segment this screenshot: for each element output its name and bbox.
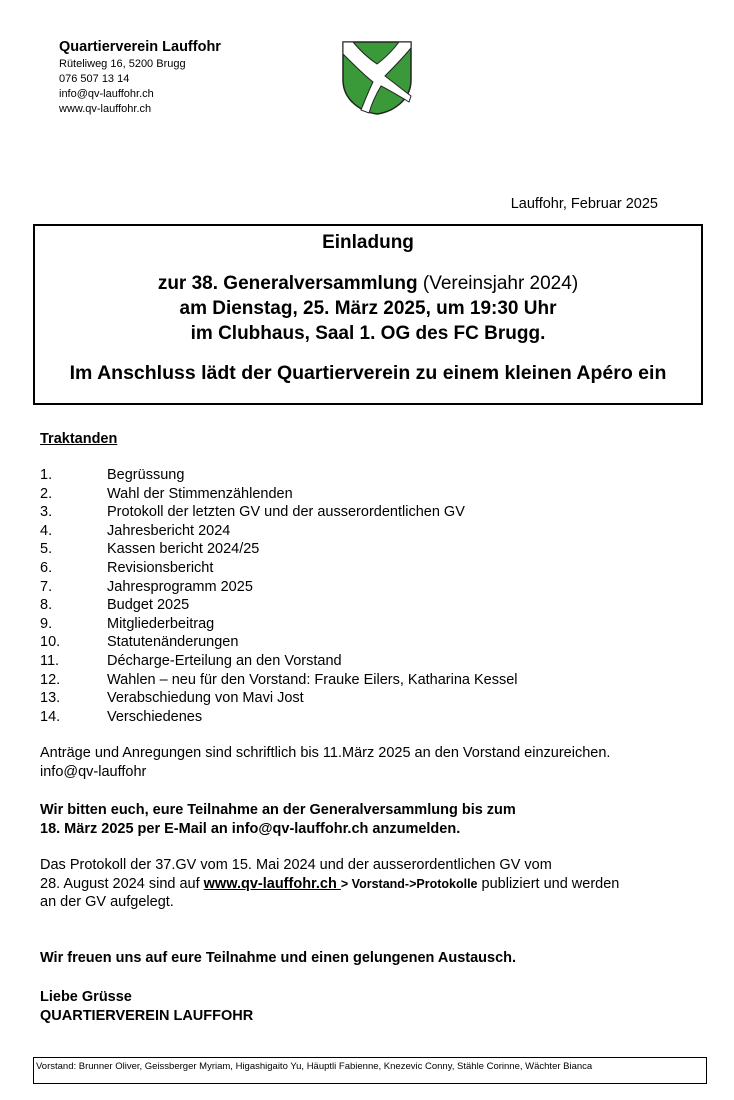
invitation-details [35,271,701,346]
invitation-line-1 [35,271,701,296]
protokoll-line-2-start: 28. August 2024 sind auf [40,875,204,892]
agenda-item [40,522,518,541]
agenda-item-number: 3. [40,504,53,521]
coat-of-arms-logo [341,40,413,116]
antraege-paragraph [40,744,710,781]
invitation-box [33,224,703,405]
protokoll-path: > Vorstand->Protokolle [340,876,478,891]
agenda-item-number: 10. [40,634,61,651]
board-members-footer: Vorstand: Brunner Oliver, Geissberger Myriam, Higashigaito Yu, Häuptli Fabienne, Knezevic Conny, Stähle Corinne, Wächter Bianca [33,1057,707,1084]
agenda-item-text: Verschiedenes [107,708,203,725]
agenda-item-number: 5. [40,541,53,558]
sender-phone: 076 507 13 14 [59,73,130,85]
protokoll-line-3: an der GV aufgelegt. [40,894,174,910]
agenda-item-number: 11. [40,652,60,669]
agenda-item [40,708,518,727]
agenda-item-text: Jahresbericht 2024 [107,522,231,539]
agenda-item-number: 14. [40,708,61,725]
invitation-line-1-normal: (Vereinsjahr 2024) [422,273,579,294]
agenda-item [40,559,518,578]
date-line: Lauffohr, Februar 2025 [510,196,658,212]
agenda-item-text: Statutenänderungen [107,634,239,651]
protokoll-paragraph [40,856,710,912]
agenda-item [40,596,518,615]
agenda-item [40,578,518,597]
invitation-line-2: am Dienstag, 25. März 2025, um 19:30 Uhr [179,298,557,319]
invitation-apero: Im Anschluss lädt der Quartierverein zu einem kleinen Apéro ein [69,362,667,384]
antraege-line-2: info@qv-lauffohr [40,763,147,780]
agenda-item-number: 13. [40,690,61,707]
invitation-line-1-bold: zur 38. Generalversammlung [157,273,418,294]
agenda-item-text: Wahl der Stimmenzählenden [107,485,293,502]
protokoll-line-1: Das Protokoll der 37.GV vom 15. Mai 2024 und der ausserordentlichen GV vom [40,857,552,873]
agenda-item-text: Protokoll der letzten GV und der ausserordentlichen GV [107,504,465,521]
agenda-item [40,633,518,652]
protokoll-line-2-end: publiziert und werden [477,875,620,892]
sender-address: Rüteliweg 16, 5200 Brugg [59,58,186,70]
agenda-item-text: Wahlen – neu für den Vorstand: Frauke Eilers, Katharina Kessel [107,671,518,688]
agenda-item [40,466,518,485]
agenda-item-text: Verabschiedung von Mavi Jost [107,690,304,707]
agenda-item-text: Revisionsbericht [107,559,214,576]
invitation-title: Einladung [322,232,414,253]
agenda-item-number: 8. [40,597,53,614]
agenda-item [40,485,518,504]
sender-website: www.qv-lauffohr.ch [59,103,152,115]
agenda-item-number: 6. [40,559,53,576]
agenda-item [40,652,518,671]
anmeldung-line-1: Wir bitten euch, eure Teilnahme an der Generalversammlung bis zum [40,802,516,818]
agenda-item [40,540,518,559]
agenda-item-number: 7. [40,578,53,595]
agenda-item-text: Begrüssung [107,467,185,483]
traktanden-heading: Traktanden [40,431,118,447]
agenda-item-text: Jahresprogramm 2025 [107,578,253,595]
agenda-item-text: Budget 2025 [107,597,190,614]
antraege-line-1: Anträge und Anregungen sind schriftlich bis 11.März 2025 an den Vorstand einzureichen. [40,745,611,761]
anmeldung-line-2: 18. März 2025 per E-Mail an info@qv-lauffohr.ch anzumelden. [40,820,461,837]
agenda-item-number: 12. [40,671,61,688]
sender-name: Quartierverein Lauffohr [59,39,221,55]
agenda-item-number: 4. [40,522,53,539]
agenda-item [40,615,518,634]
agenda-item-number: 2. [40,485,53,502]
sender-email: info@qv-lauffohr.ch [59,88,154,100]
protokoll-line-2 [40,875,710,894]
closing-line: Wir freuen uns auf eure Teilnahme und einen gelungenen Austausch. [40,950,517,966]
agenda-item [40,671,518,690]
agenda-item-text: Décharge-Erteilung an den Vorstand [107,652,342,669]
signature-greeting: Liebe Grüsse [40,989,132,1005]
agenda-item-number: 9. [40,615,53,632]
agenda-item-number: 1. [40,467,53,483]
invitation-line-3: im Clubhaus, Saal 1. OG des FC Brugg. [190,323,546,344]
agenda-item [40,689,518,708]
sender-block [59,38,221,117]
agenda-list [40,466,518,726]
agenda-item-text: Mitgliederbeitrag [107,615,215,632]
agenda-item [40,503,518,522]
anmeldung-paragraph [40,801,710,838]
signature-org: QUARTIERVEREIN LAUFFOHR [40,1007,254,1024]
signature-block [40,988,710,1025]
agenda-item-text: Kassen bericht 2024/25 [107,541,260,558]
website-link[interactable]: www.qv-lauffohr.ch [203,875,341,892]
